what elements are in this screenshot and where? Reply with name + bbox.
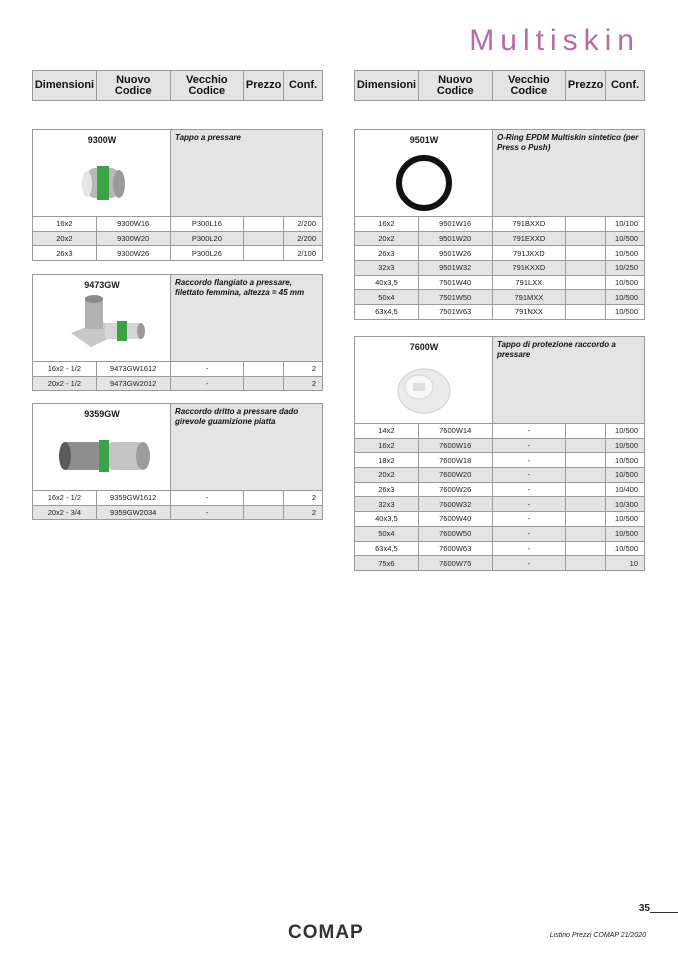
product-image <box>355 130 493 216</box>
cell-prezzo <box>566 261 606 276</box>
cell-conf: 2 <box>284 376 323 391</box>
cell-vecchio-codice: - <box>492 497 566 512</box>
cell-conf: 10/500 <box>606 453 645 468</box>
cell-conf: 10/500 <box>606 541 645 556</box>
cell-vecchio-codice: - <box>492 424 566 439</box>
cell-nuovo-codice: 7600W50 <box>418 526 492 541</box>
col-header-vecchio-codice: Vecchio Codice <box>492 71 566 101</box>
cell-prezzo <box>566 438 606 453</box>
table-row <box>355 438 645 453</box>
left-column-header <box>32 70 323 101</box>
cell-dimensioni: 50x4 <box>355 290 419 305</box>
table-row <box>33 376 323 391</box>
table-row <box>33 491 323 506</box>
cell-conf: 10/500 <box>606 290 645 305</box>
table-row <box>355 526 645 541</box>
table-row <box>355 246 645 261</box>
cell-vecchio-codice: - <box>492 468 566 483</box>
cell-conf: 2 <box>284 491 323 506</box>
cell-vecchio-codice: P300L20 <box>170 231 244 246</box>
cell-nuovo-codice: 7600W40 <box>418 512 492 527</box>
flanged-fitting-image <box>61 293 151 359</box>
table-row <box>355 482 645 497</box>
cell-conf: 2/200 <box>284 231 323 246</box>
cell-prezzo <box>566 453 606 468</box>
cell-nuovo-codice: 7600W14 <box>418 424 492 439</box>
cell-prezzo <box>244 362 284 377</box>
product-table <box>32 216 323 261</box>
cell-vecchio-codice: - <box>492 512 566 527</box>
cell-nuovo-codice: 9501W16 <box>418 217 492 232</box>
table-row <box>33 246 323 261</box>
cell-vecchio-codice: - <box>492 556 566 571</box>
col-header-dimensioni: Dimensioni <box>355 71 419 101</box>
cell-prezzo <box>566 424 606 439</box>
product-table <box>32 490 323 520</box>
cell-nuovo-codice: 9359GW2034 <box>96 505 170 520</box>
product-image <box>33 275 171 361</box>
cell-nuovo-codice: 9501W20 <box>418 231 492 246</box>
cell-prezzo <box>566 556 606 571</box>
cell-prezzo <box>566 482 606 497</box>
cell-dimensioni: 20x2 - 1/2 <box>33 376 97 391</box>
cell-nuovo-codice: 7501W63 <box>418 305 492 320</box>
table-row <box>355 497 645 512</box>
cell-conf: 10/500 <box>606 246 645 261</box>
cell-nuovo-codice: 7600W20 <box>418 468 492 483</box>
product-image <box>33 130 171 216</box>
cell-vecchio-codice: 791JXXD <box>492 246 566 261</box>
table-row <box>33 217 323 232</box>
cell-conf: 10/100 <box>606 217 645 232</box>
table-row <box>355 261 645 276</box>
product-description: Tappo a pressare <box>171 130 322 216</box>
page-number-rule <box>650 912 678 913</box>
cell-prezzo <box>566 275 606 290</box>
cell-dimensioni: 50x4 <box>355 526 419 541</box>
table-row <box>355 512 645 527</box>
cell-dimensioni: 26x3 <box>33 246 97 261</box>
cell-prezzo <box>566 497 606 512</box>
cell-nuovo-codice: 9359GW1612 <box>96 491 170 506</box>
cell-conf: 10/500 <box>606 468 645 483</box>
col-header-conf: Conf. <box>606 71 645 101</box>
cell-vecchio-codice: - <box>170 505 244 520</box>
table-row <box>355 231 645 246</box>
cell-prezzo <box>244 505 284 520</box>
cell-conf: 10/500 <box>606 512 645 527</box>
cell-dimensioni: 40x3,5 <box>355 275 419 290</box>
cell-dimensioni: 63x4,5 <box>355 305 419 320</box>
cell-vecchio-codice: - <box>170 491 244 506</box>
cell-nuovo-codice: 7600W26 <box>418 482 492 497</box>
cell-dimensioni: 20x2 <box>355 231 419 246</box>
cell-prezzo <box>244 376 284 391</box>
cell-prezzo <box>566 526 606 541</box>
product-block-9473gw <box>32 274 323 391</box>
cell-prezzo <box>244 491 284 506</box>
cell-prezzo <box>566 246 606 261</box>
cell-nuovo-codice: 7600W75 <box>418 556 492 571</box>
cell-dimensioni: 26x3 <box>355 246 419 261</box>
product-description: Raccordo dritto a pressare dado girevole guamizione piatta <box>171 404 322 490</box>
product-table <box>32 361 323 391</box>
product-block-7600w <box>354 336 645 571</box>
cell-conf: 10/300 <box>606 497 645 512</box>
product-block-9359gw <box>32 403 323 520</box>
cell-conf: 10/500 <box>606 424 645 439</box>
cell-dimensioni: 20x2 <box>33 231 97 246</box>
cell-dimensioni: 20x2 - 3/4 <box>33 505 97 520</box>
cell-vecchio-codice: - <box>492 438 566 453</box>
cell-conf: 2/200 <box>284 217 323 232</box>
straight-fitting-image <box>55 422 155 488</box>
cell-nuovo-codice: 7600W32 <box>418 497 492 512</box>
product-code: 9473GW <box>84 280 120 290</box>
cell-vecchio-codice: 791MXX <box>492 290 566 305</box>
comap-logo: COMAP <box>288 922 364 943</box>
table-row <box>355 468 645 483</box>
cell-dimensioni: 26x3 <box>355 482 419 497</box>
cell-dimensioni: 16x2 <box>33 217 97 232</box>
product-description: Raccordo flangiato a pressare, filettato femmina, altezza = 45 mm <box>171 275 322 361</box>
cell-nuovo-codice: 7501W40 <box>418 275 492 290</box>
table-row <box>355 275 645 290</box>
product-code: 7600W <box>409 342 439 352</box>
cell-prezzo <box>566 512 606 527</box>
cell-nuovo-codice: 7501W50 <box>418 290 492 305</box>
cell-dimensioni: 16x2 - 1/2 <box>33 491 97 506</box>
table-row <box>355 290 645 305</box>
cell-prezzo <box>566 305 606 320</box>
col-header-prezzo: Prezzo <box>566 71 606 101</box>
cell-vecchio-codice: P300L16 <box>170 217 244 232</box>
col-header-vecchio-codice: Vecchio Codice <box>170 71 244 101</box>
cell-prezzo <box>566 231 606 246</box>
cell-conf: 2 <box>284 505 323 520</box>
cell-conf: 2 <box>284 362 323 377</box>
cell-dimensioni: 16x2 <box>355 217 419 232</box>
cell-nuovo-codice: 9473GW2012 <box>96 376 170 391</box>
table-row <box>355 305 645 320</box>
cell-conf: 10 <box>606 556 645 571</box>
cell-conf: 10/500 <box>606 438 645 453</box>
cell-vecchio-codice: 791EXXD <box>492 231 566 246</box>
cell-vecchio-codice: - <box>170 376 244 391</box>
cell-nuovo-codice: 9300W16 <box>96 217 170 232</box>
col-header-conf: Conf. <box>284 71 323 101</box>
table-row <box>355 541 645 556</box>
page-number: 35 <box>638 903 650 914</box>
cell-dimensioni: 32x3 <box>355 261 419 276</box>
cell-conf: 2/100 <box>284 246 323 261</box>
cell-nuovo-codice: 7600W63 <box>418 541 492 556</box>
cell-dimensioni: 75x6 <box>355 556 419 571</box>
cell-vecchio-codice: 791NXX <box>492 305 566 320</box>
product-description: O-Ring EPDM Multiskin sintetico (per Press o Push) <box>493 130 644 216</box>
cell-conf: 10/500 <box>606 231 645 246</box>
product-image <box>33 404 171 490</box>
cell-nuovo-codice: 9300W26 <box>96 246 170 261</box>
cell-prezzo <box>566 468 606 483</box>
table-row <box>355 556 645 571</box>
cell-dimensioni: 40x3,5 <box>355 512 419 527</box>
cell-vecchio-codice: - <box>492 482 566 497</box>
product-block-9501w <box>354 129 645 320</box>
cell-nuovo-codice: 7600W16 <box>418 438 492 453</box>
footer-note: Listino Prezzi COMAP 21/2020 <box>549 932 646 939</box>
cell-nuovo-codice: 9300W20 <box>96 231 170 246</box>
col-header-dimensioni: Dimensioni <box>33 71 97 101</box>
table-row <box>355 453 645 468</box>
product-code: 9501W <box>409 135 439 145</box>
cell-prezzo <box>244 231 284 246</box>
cell-dimensioni: 18x2 <box>355 453 419 468</box>
product-image <box>355 337 493 423</box>
cell-conf: 10/400 <box>606 482 645 497</box>
cell-vecchio-codice: P300L26 <box>170 246 244 261</box>
cell-prezzo <box>244 246 284 261</box>
product-table <box>354 216 645 320</box>
table-row <box>355 424 645 439</box>
product-code: 9300W <box>87 135 117 145</box>
table-row <box>33 505 323 520</box>
cell-nuovo-codice: 9473GW1612 <box>96 362 170 377</box>
cell-vecchio-codice: 791BXXD <box>492 217 566 232</box>
table-row <box>33 231 323 246</box>
product-description: Tappo di protezione raccordo a pressare <box>493 337 644 423</box>
right-column-header <box>354 70 645 101</box>
col-header-nuovo-codice: Nuovo Codice <box>96 71 170 101</box>
product-table <box>354 423 645 571</box>
cell-prezzo <box>244 217 284 232</box>
cell-vecchio-codice: - <box>492 541 566 556</box>
cell-nuovo-codice: 7600W18 <box>418 453 492 468</box>
cell-dimensioni: 20x2 <box>355 468 419 483</box>
cell-dimensioni: 63x4,5 <box>355 541 419 556</box>
product-block-9300w <box>32 129 323 261</box>
cell-nuovo-codice: 9501W26 <box>418 246 492 261</box>
cell-vecchio-codice: 791KXXD <box>492 261 566 276</box>
cell-conf: 10/500 <box>606 275 645 290</box>
table-row <box>33 362 323 377</box>
cell-vecchio-codice: - <box>170 362 244 377</box>
cell-dimensioni: 32x3 <box>355 497 419 512</box>
col-header-prezzo: Prezzo <box>244 71 284 101</box>
cell-dimensioni: 14x2 <box>355 424 419 439</box>
cell-dimensioni: 16x2 - 1/2 <box>33 362 97 377</box>
cell-prezzo <box>566 541 606 556</box>
cell-conf: 10/500 <box>606 305 645 320</box>
product-code: 9359GW <box>84 409 120 419</box>
o-ring-image <box>391 148 457 214</box>
cell-conf: 10/500 <box>606 526 645 541</box>
page-title: Multiskin <box>469 24 640 57</box>
cell-vecchio-codice: - <box>492 526 566 541</box>
cell-dimensioni: 16x2 <box>355 438 419 453</box>
cell-prezzo <box>566 290 606 305</box>
protection-cap-image <box>391 357 457 421</box>
cell-prezzo <box>566 217 606 232</box>
cell-vecchio-codice: - <box>492 453 566 468</box>
press-cap-image <box>73 154 133 210</box>
cell-nuovo-codice: 9501W32 <box>418 261 492 276</box>
col-header-nuovo-codice: Nuovo Codice <box>418 71 492 101</box>
cell-vecchio-codice: 791LXX <box>492 275 566 290</box>
table-row <box>355 217 645 232</box>
cell-conf: 10/250 <box>606 261 645 276</box>
